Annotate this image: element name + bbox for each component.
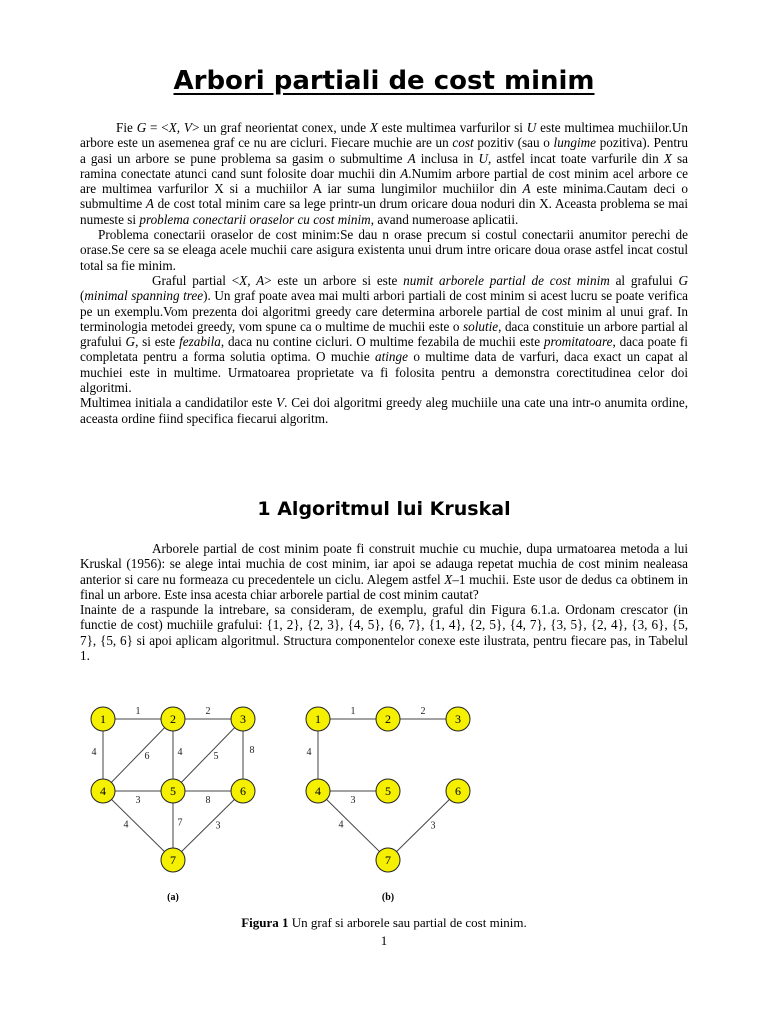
caption-label: Figura 1	[241, 915, 289, 930]
section-paragraph-1: Arborele partial de cost minim poate fi construit muchie cu muchie, dupa urmatoarea metoda a lui Kruskal (1956): se alege intai muchia de cost minim, iar apoi se adauga repetat muchia de cost minim nealeasa anterior si care nu formeaza cu precedentele un ciclu. Alegem astfel X–1 muchii. Este usor de dedus ca obtinem in final un arbore. Este insa acesta chiar arborele partial de cost minim cautat?	[80, 541, 688, 602]
intro-paragraph-1: Fie G = <X, V> un graf neorientat conex, unde X este multimea varfurilor si U este multimea muchiilor.Un arbore este un asemenea graf ce nu are cicluri. Fiecare muchie are un cost pozitiv (sau o lungime pozitiva). Pentru a gasi un arbore se pune problema sa gasim o submultime A inclusa in U, astfel incat toate varfurile din X sa ramina conectate atunci cand sunt folosite doar muchii din A.Numim arbore partial de cost minim acel arbore ce are multimea varfurilor X si a muchiilor A iar suma lungimilor muchiilor din A este minima.Cautam deci o submultime A de cost total minim care sa lege printr-un drum oricare doua noduri din X. Aceasta problema se mai numeste si problema conectarii oraselor cu cost minim, avand numeroase aplicatii.	[80, 120, 689, 227]
caption-text: Un graf si arborele sau partial de cost minim.	[288, 915, 527, 930]
node-label-3: 3	[455, 712, 461, 726]
edge-cost-3-5: 5	[213, 751, 219, 762]
edge-cost-2-4: 6	[144, 751, 150, 762]
node-label-4: 4	[100, 784, 106, 798]
edge-cost-6-7: 3	[430, 820, 436, 832]
node-label-1: 1	[315, 712, 321, 726]
intro-paragraph-2: Problema conectarii oraselor de cost minim:Se dau n orase precum si costul conectarii anumitor perechi de orase.Se cere sa se eleaga acele muchii care asigura existenta unui drum intre oricare doua orase astfel incat costul total sa fie minim.	[80, 227, 688, 273]
graph-b-label: (b)	[381, 892, 395, 903]
graph-a-label: (a)	[167, 892, 179, 903]
edge-cost-1-2: 1	[135, 706, 141, 717]
edge-cost-4-5: 3	[135, 795, 141, 806]
node-label-1: 1	[100, 712, 106, 726]
edge-cost-4-5: 3	[350, 795, 356, 806]
edge-cost-1-2: 1	[350, 706, 356, 717]
edge-cost-3-6: 8	[249, 745, 255, 756]
figure-caption	[0, 915, 768, 931]
graph-figure	[80, 700, 500, 910]
edge-3-5	[173, 719, 243, 791]
page-title: Arbori partiali de cost minim	[173, 66, 595, 96]
edge-6-7	[388, 791, 458, 860]
node-label-5: 5	[170, 784, 176, 798]
intro-paragraph-4: Multimea initiala a candidatilor este V. Cei doi algoritmi greedy aleg muchiile una cate una intr-o anumita ordine, aceasta ordine fiind specifica fiecarui algoritm.	[80, 395, 688, 426]
section-heading: 1 Algoritmul lui Kruskal	[257, 498, 511, 520]
node-label-6: 6	[240, 784, 246, 798]
graph-a	[91, 706, 255, 903]
node-label-2: 2	[170, 712, 176, 726]
edge-cost-2-3: 2	[420, 706, 426, 717]
node-label-5: 5	[385, 784, 391, 798]
node-label-7: 7	[385, 853, 391, 867]
intro-paragraph-3: Graful partial <X, A> este un arbore si este numit arborele partial de cost minim al grafului G (minimal spanning tree). Un graf poate avea mai multi arbori partiali de cost minim si acest lucru se poate verifica pe un exemplu.Vom prezenta doi algoritmi greedy care determina arborele partial de cost minim al unui graf. In terminologia metodei greedy, vom spune ca o multime de muchii este o solutie, daca constituie un arbore partial al grafului G, si este fezabila, daca nu contine cicluri. O multime fezabila de muchii este promitatoare, daca poate fi completata pentru a forma solutia optima. O muchie atinge o multime data de varfuri, daca exact un capat al muchiei este in multime. Urmatoarea proprietate va fi folosita pentru a demonstra corectitudinea celor doi algoritmi.	[80, 272, 689, 396]
edge-2-4	[103, 719, 173, 791]
edge-cost-5-6: 8	[205, 795, 211, 806]
edge-cost-5-7: 7	[177, 817, 183, 829]
section-text	[80, 541, 688, 663]
edge-cost-2-5: 4	[177, 747, 183, 758]
edge-cost-6-7: 3	[215, 820, 221, 832]
edge-cost-1-4: 4	[91, 747, 97, 758]
page-number: 1	[380, 933, 388, 948]
intro-text	[80, 120, 688, 426]
edge-cost-1-4: 4	[306, 747, 312, 758]
edge-cost-4-7: 4	[123, 819, 129, 831]
graph-b	[306, 706, 470, 903]
node-label-7: 7	[170, 853, 176, 867]
node-label-2: 2	[385, 712, 391, 726]
node-label-4: 4	[315, 784, 321, 798]
node-label-3: 3	[240, 712, 246, 726]
node-label-6: 6	[455, 784, 461, 798]
edge-cost-4-7: 4	[338, 819, 344, 831]
edge-cost-2-3: 2	[205, 706, 211, 717]
section-paragraph-2: Inainte de a raspunde la intrebare, sa consideram, de exemplu, graful din Figura 6.1.a. Ordonam crescator (in functie de cost) muchiile grafului: {1, 2}, {2, 3}, {4, 5}, {6, 7}, {1, 4}, {2, 5}, {4, 7}, {3, 5}, {2, 4}, {3, 6}, {5, 7}, {5, 6} si apoi aplicam algoritmul. Structura componentelor conexe este ilustrata, pentru fiecare pas, in Tabelul 1.	[80, 602, 688, 664]
